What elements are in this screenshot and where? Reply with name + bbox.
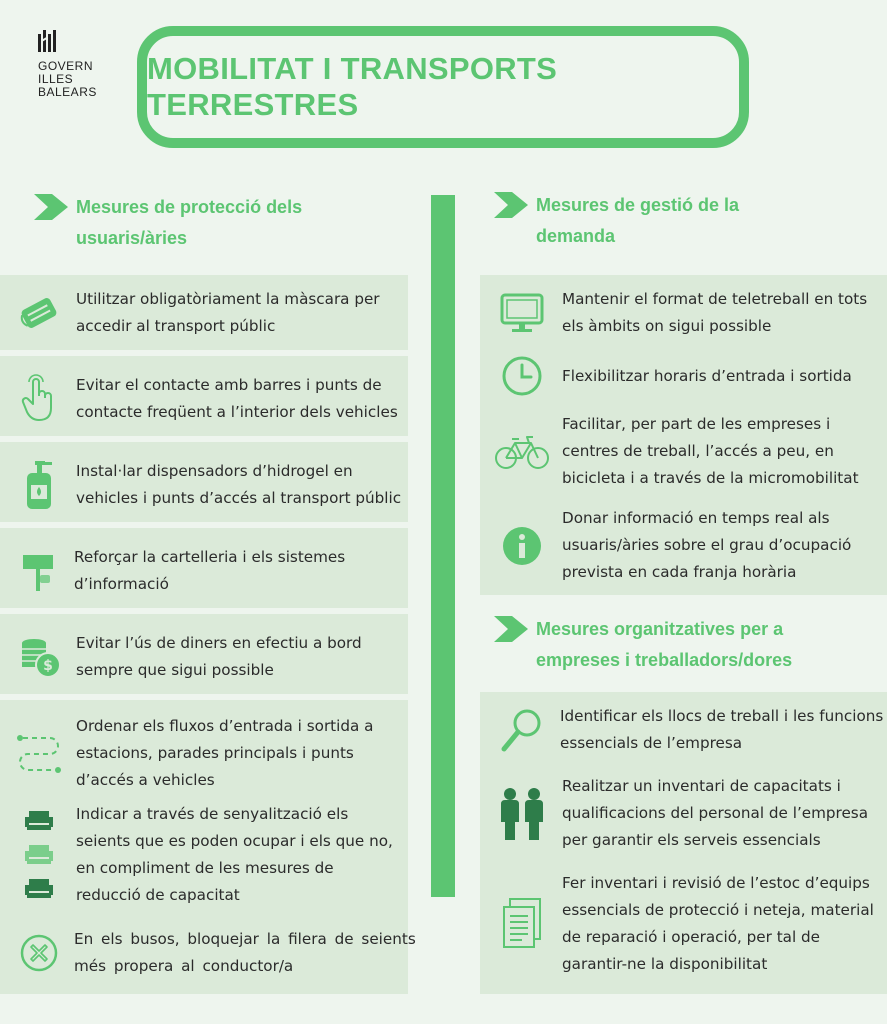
item-text-line: bicicleta i a través de la micromobilitat bbox=[562, 469, 859, 487]
page-title: MOBILITAT I TRANSPORTS TERRESTRES bbox=[147, 51, 558, 122]
sanitizer-icon bbox=[24, 459, 54, 511]
left-heading-line-2: usuaris/àries bbox=[76, 228, 188, 248]
item-text-line: Evitar l’ús de diners en efectiu a bord bbox=[76, 634, 362, 652]
list-item bbox=[494, 870, 874, 978]
right-top-heading bbox=[494, 190, 739, 252]
item-text-line: En els busos, bloquejar la filera de seients bbox=[74, 930, 416, 948]
list-item bbox=[14, 371, 398, 427]
item-text-line: d’informació bbox=[74, 575, 169, 593]
item-text-line: Instal·lar dispensadors d’hidrogel en bbox=[76, 462, 353, 480]
item-text-line: Flexibilitzar horaris d’entrada i sortida bbox=[562, 366, 852, 385]
item-text-line: qualificacions del personal de l’empresa bbox=[562, 804, 869, 822]
bicycle-icon bbox=[495, 434, 549, 470]
center-divider bbox=[431, 195, 455, 897]
item-text-line: els àmbits on sigui possible bbox=[562, 317, 772, 335]
item-text-line: essencials de l’empresa bbox=[560, 734, 743, 752]
list-item bbox=[494, 702, 883, 758]
item-text-line: essencials de protecció i neteja, material bbox=[562, 901, 874, 919]
item-text-line: Donar informació en temps real als bbox=[562, 509, 830, 527]
clock-icon bbox=[501, 355, 543, 397]
list-item bbox=[14, 543, 345, 599]
right-top-heading-line-2: demanda bbox=[536, 226, 616, 246]
list-item bbox=[494, 411, 859, 492]
right-bottom-heading bbox=[494, 614, 792, 676]
govern-logo bbox=[38, 30, 118, 99]
monitor-icon bbox=[499, 292, 545, 334]
people-icon bbox=[498, 786, 546, 842]
list-item bbox=[14, 457, 401, 513]
govern-logo-icon bbox=[38, 30, 58, 54]
title-box bbox=[137, 26, 749, 148]
list-item bbox=[494, 505, 851, 586]
list-item bbox=[14, 285, 380, 341]
separator bbox=[0, 436, 408, 442]
hand-touch-icon bbox=[21, 374, 57, 424]
item-text-line: Realitzar un inventari de capacitats i bbox=[562, 777, 841, 795]
item-text-line: de reparació i operació, per tal de bbox=[562, 928, 820, 946]
coins-icon bbox=[16, 635, 62, 679]
list-item bbox=[14, 925, 416, 981]
mask-icon bbox=[17, 293, 61, 333]
item-text-line: Mantenir el format de teletreball en tots bbox=[562, 290, 868, 308]
item-text-line: seients que es poden ocupar i els que no, bbox=[76, 832, 393, 850]
list-item bbox=[14, 713, 373, 794]
logo-line-2: ILLES bbox=[38, 72, 74, 86]
item-text-line: sempre que sigui possible bbox=[76, 661, 274, 679]
left-heading-line-1: Mesures de protecció dels bbox=[76, 197, 303, 217]
item-text-line: Facilitar, per part de les empreses i bbox=[562, 415, 831, 433]
item-text-line: reducció de capacitat bbox=[76, 886, 240, 904]
item-text-line: Reforçar la cartelleria i els sistemes bbox=[74, 548, 346, 566]
separator bbox=[0, 350, 408, 356]
chevron-right-icon bbox=[494, 616, 528, 642]
item-text-line: estacions, parades principals i punts bbox=[76, 744, 354, 762]
right-bottom-heading-line-1: Mesures organitzatives per a bbox=[536, 619, 784, 639]
item-text-line: Fer inventari i revisió de l’estoc d’equips bbox=[562, 874, 870, 892]
chevron-right-icon bbox=[34, 194, 68, 220]
seats-icon bbox=[21, 805, 57, 905]
item-text-line: prevista en cada franja horària bbox=[562, 563, 797, 581]
svg-text:$: $ bbox=[43, 658, 53, 674]
route-icon bbox=[16, 730, 62, 778]
list-item bbox=[14, 801, 393, 909]
item-text-line: d’accés a vehicles bbox=[76, 771, 215, 789]
item-text-line: Indicar a través de senyalització els bbox=[76, 805, 349, 823]
list-item bbox=[14, 629, 362, 685]
item-text-line: Ordenar els fluxos d’entrada i sortida a bbox=[76, 717, 374, 735]
item-text-line: Utilitzar obligatòriament la màscara per bbox=[76, 290, 380, 308]
item-text-line: més propera al conductor/a bbox=[74, 957, 294, 975]
item-text-line: en compliment de les mesures de bbox=[76, 859, 334, 877]
list-item bbox=[494, 285, 867, 341]
chevron-right-icon bbox=[494, 192, 528, 218]
left-heading bbox=[34, 192, 302, 254]
logo-line-3: BALEARS bbox=[38, 85, 97, 99]
magnifier-icon bbox=[500, 707, 544, 753]
cross-circle-icon bbox=[19, 933, 59, 973]
list-item bbox=[494, 352, 852, 400]
item-text-line: Identificar els llocs de treball i les funcions bbox=[560, 707, 884, 725]
item-text-line: garantir-ne la disponibilitat bbox=[562, 955, 768, 973]
item-text-line: centres de treball, l’accés a peu, en bbox=[562, 442, 834, 460]
item-text-line: contacte freqüent a l’interior dels vehicles bbox=[76, 403, 398, 421]
list-item bbox=[494, 773, 868, 854]
separator bbox=[0, 608, 408, 614]
separator bbox=[0, 694, 408, 700]
right-bottom-heading-line-2: empreses i treballadors/dores bbox=[536, 650, 793, 670]
right-top-heading-line-1: Mesures de gestió de la bbox=[536, 195, 740, 215]
info-icon bbox=[502, 526, 542, 566]
separator bbox=[0, 522, 408, 528]
item-text-line: per garantir els serveis essencials bbox=[562, 831, 821, 849]
signpost-icon bbox=[19, 549, 59, 593]
documents-icon bbox=[500, 897, 544, 951]
item-text-line: Evitar el contacte amb barres i punts de bbox=[76, 376, 382, 394]
item-text-line: accedir al transport públic bbox=[76, 317, 276, 335]
logo-line-1: GOVERN bbox=[38, 59, 94, 73]
item-text-line: vehicles i punts d’accés al transport públic bbox=[76, 489, 402, 507]
item-text-line: usuaris/àries sobre el grau d’ocupació bbox=[562, 536, 852, 554]
